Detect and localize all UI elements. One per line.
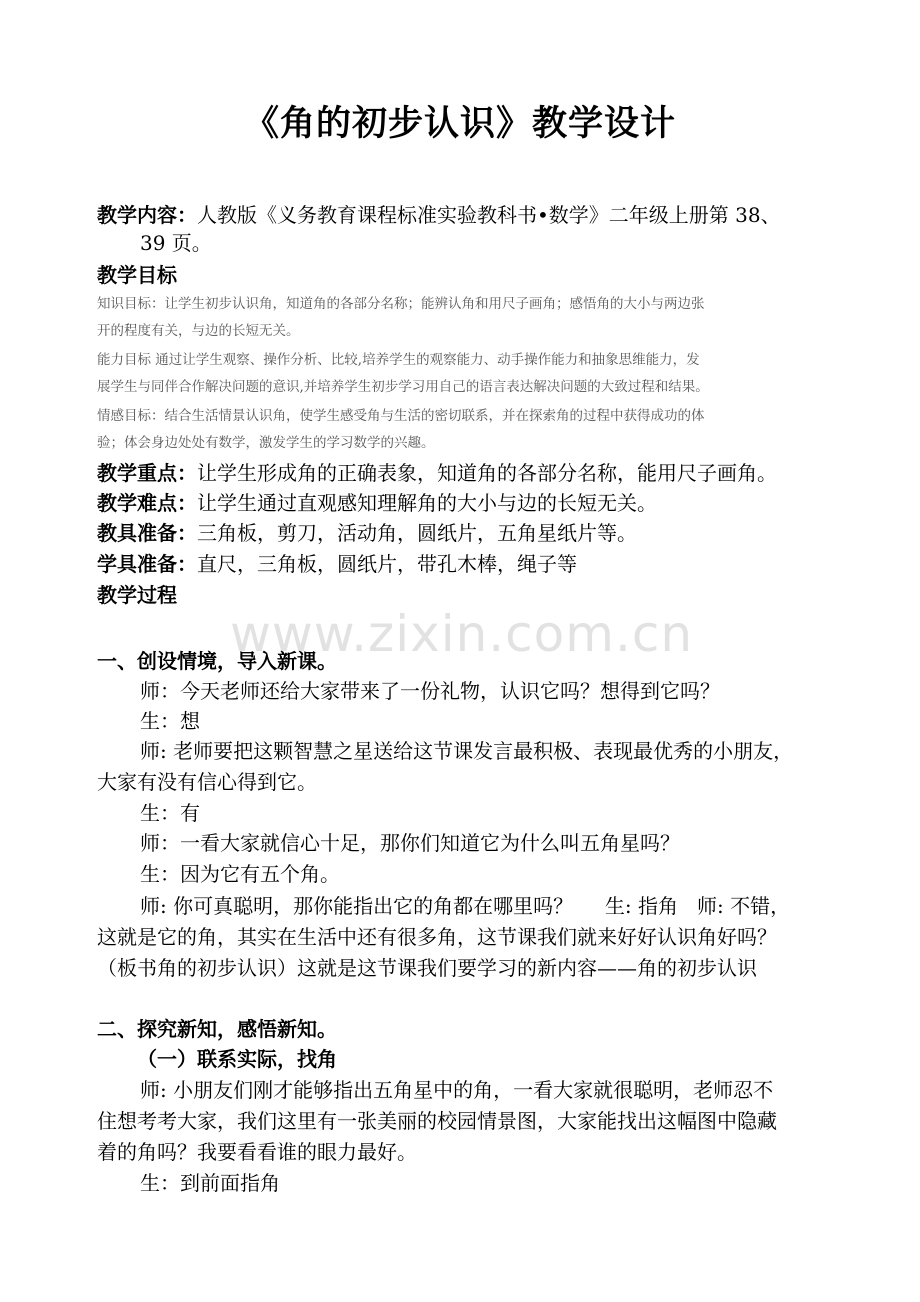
section1-line: 生：有: [140, 801, 200, 825]
ability-objective-cont: 展学生与同伴合作解决问题的意识,并培养学生初步学习用自己的语言表达解决问题的大致过程和结果。: [97, 379, 709, 395]
section1-line: 这就是它的角，其实在生活中还有很多角，这节课我们就来好好认识角好吗？: [97, 925, 777, 949]
section2-heading: 二、探究新知，感悟新知。: [97, 1017, 337, 1041]
content-line: [97, 200, 832, 230]
content-label: 教学内容：: [97, 203, 197, 227]
section2-line: 生：到前面指角: [140, 1171, 280, 1195]
process-heading: 教学过程: [97, 583, 177, 607]
knowledge-objective-cont: 开的程度有关，与边的长短无关。: [97, 323, 300, 339]
emotion-objective: 情感目标：结合生活情景认识角，使学生感受角与生活的密切联系，并在探索角的过程中获得成功的体: [97, 408, 705, 424]
student-tools-text: 直尺，三角板，圆纸片，带孔木棒，绳子等: [197, 552, 577, 576]
difficulty-line: [97, 488, 832, 518]
section1-line: 大家有没有信心得到它。: [97, 770, 317, 794]
section1-line: 师: 老师要把这颗智慧之星送给这节课发言最积极、表现最优秀的小朋友，: [140, 739, 794, 763]
emotion-objective-cont: 验；体会身边处处有数学，激发学生的学习数学的兴趣。: [97, 435, 435, 451]
section1-line: 生：想: [140, 709, 200, 733]
difficulty-text: 让学生通过直观感知理解角的大小与边的长短无关。: [197, 491, 657, 515]
key-point-text: 让学生形成角的正确表象，知道角的各部分名称，能用尺子画角。: [197, 461, 777, 485]
objectives-heading: 教学目标: [97, 263, 177, 287]
content-text: 人教版《义务教育课程标准实验教科书•数学》二年级上册第 38、: [197, 203, 781, 227]
watermark: www.zixin.com.cn: [230, 605, 694, 663]
section1-line: 师：一看大家就信心十足，那你们知道它为什么叫五角星吗？: [140, 831, 680, 855]
section2-line: 师: 小朋友们刚才能够指出五角星中的角，一看大家就很聪明，老师忍不: [140, 1078, 774, 1102]
section1-line: 师: 你可真聪明，那你能指出它的角都在哪里吗？ 生: 指角 师: 不错，: [140, 894, 791, 918]
section2-line: 着的角吗？我要看看谁的眼力最好。: [97, 1140, 417, 1164]
section2-subheading: （一）联系实际，找角: [137, 1047, 337, 1071]
difficulty-label: 教学难点：: [97, 491, 197, 515]
section2-line: 住想考考大家，我们这里有一张美丽的校园情景图，大家能找出这幅图中隐藏: [97, 1109, 777, 1133]
page-title: 《角的初步认识》教学设计: [243, 104, 676, 144]
section1-line: 师：今天老师还给大家带来了一份礼物，认识它吗？想得到它吗？: [140, 679, 720, 703]
student-tools-label: 学具准备：: [97, 552, 197, 576]
section1-line: （板书角的初步认识）这就是这节课我们要学习的新内容——角的初步认识: [97, 956, 757, 980]
knowledge-objective: 知识目标：让学生初步认识角，知道角的各部分名称；能辨认角和用尺子画角；感悟角的大小与两边张: [97, 296, 705, 312]
ability-objective: 能力目标 通过让学生观察、操作分析、比较,培养学生的观察能力、动手操作能力和抽象思维能力，发: [97, 352, 700, 368]
key-point-label: 教学重点：: [97, 461, 197, 485]
student-tools-line: [97, 549, 832, 579]
teacher-tools-label: 教具准备：: [97, 521, 197, 545]
key-point-line: [97, 458, 832, 488]
teacher-tools-line: [97, 518, 832, 548]
teacher-tools-text: 三角板，剪刀，活动角，圆纸片，五角星纸片等。: [197, 521, 637, 545]
section1-heading: 一、创设情境，导入新课。: [97, 649, 337, 673]
section1-line: 生：因为它有五个角。: [140, 862, 340, 886]
content-text-cont: 39 页。: [140, 231, 212, 255]
